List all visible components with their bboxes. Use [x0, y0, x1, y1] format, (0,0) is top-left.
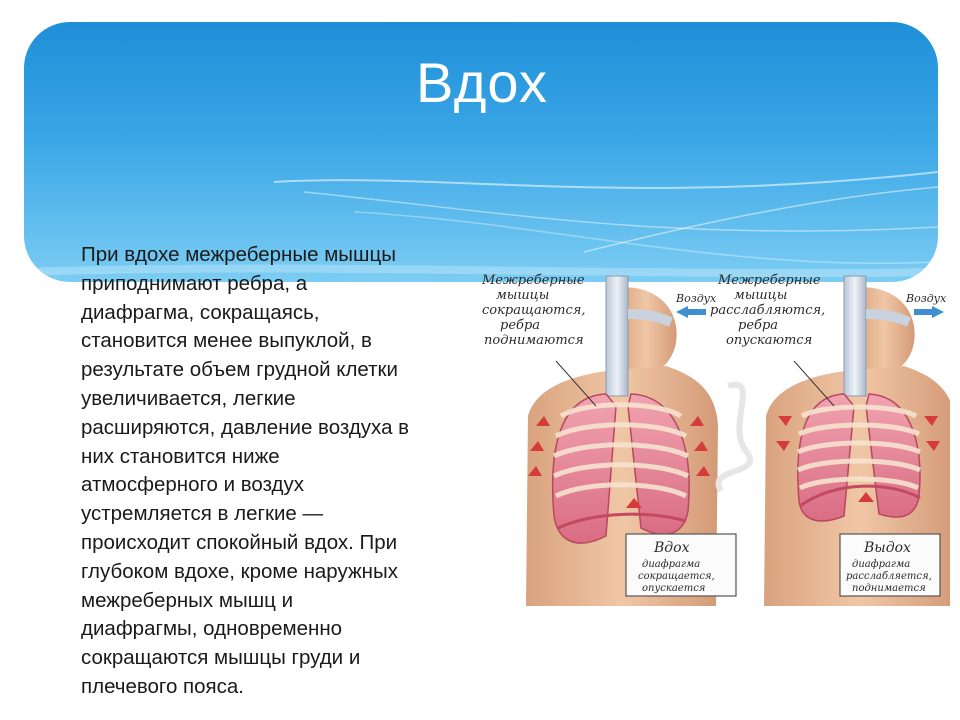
body-line: атмосферного и воздух: [81, 473, 304, 497]
svg-text:Выдох: Выдох: [864, 540, 911, 556]
svg-text:Воздух: Воздух: [906, 292, 947, 305]
caption-line: сокращаются,: [482, 303, 586, 318]
exhale-info-box: [840, 534, 940, 596]
air-arrow: [905, 292, 947, 318]
body-line: увеличивается, легкие: [81, 386, 296, 410]
caption-line: мышцы: [496, 288, 550, 303]
body-line: них становится ниже: [81, 444, 280, 468]
slide-title: Вдох: [416, 51, 548, 114]
exhale-figure: [710, 273, 950, 606]
body-line: сокращаются мышцы груди и: [81, 646, 361, 670]
body-line: При вдохе межреберные мышцы: [81, 243, 396, 266]
svg-text:сокращается,: сокращается,: [638, 571, 715, 582]
svg-text:расслабляется,: расслабляется,: [846, 571, 932, 582]
svg-text:Вдох: Вдох: [654, 540, 690, 556]
body-line: устремляется в легкие —: [81, 502, 323, 526]
curve-decoration: [719, 385, 751, 491]
svg-text:Воздух: Воздух: [676, 292, 717, 305]
caption-line: мышцы: [734, 288, 788, 303]
caption-line: ребра: [500, 318, 541, 333]
caption-line: ребра: [738, 318, 779, 333]
breathing-illustration: [466, 266, 950, 606]
exhale-caption: [710, 273, 825, 348]
body-line: становится менее выпуклой, в: [81, 329, 372, 353]
caption-line: Межреберные: [718, 273, 821, 288]
inhale-info-box: [626, 534, 736, 596]
caption-line: расслабляются,: [710, 303, 826, 318]
body-line: диафрагмы, одновременно: [81, 617, 343, 641]
svg-text:диафрагма: диафрагма: [852, 559, 911, 570]
slide-body-text: [81, 241, 473, 702]
inhale-figure: [481, 273, 736, 606]
body-line: межреберных мышц и: [81, 588, 294, 612]
svg-text:опускается: опускается: [642, 583, 706, 594]
body-line: результате объем грудной клетки: [81, 358, 398, 382]
body-line: глубоком вдохе, кроме наружных: [81, 559, 398, 583]
body-line: плечевого пояса.: [81, 674, 244, 698]
svg-text:поднимается: поднимается: [852, 583, 926, 594]
body-line: диафрагма, сокращаясь,: [81, 300, 320, 324]
caption-line: поднимаются: [484, 333, 584, 348]
caption-line: опускаются: [726, 333, 813, 348]
svg-text:диафрагма: диафрагма: [642, 559, 701, 570]
inhale-caption: [481, 273, 586, 348]
body-line: происходит спокойный вдох. При: [81, 530, 398, 554]
body-line: расширяются, давление воздуха в: [81, 415, 410, 439]
caption-line: Межреберные: [482, 273, 585, 288]
body-line: приподнимают ребра, а: [81, 271, 308, 295]
